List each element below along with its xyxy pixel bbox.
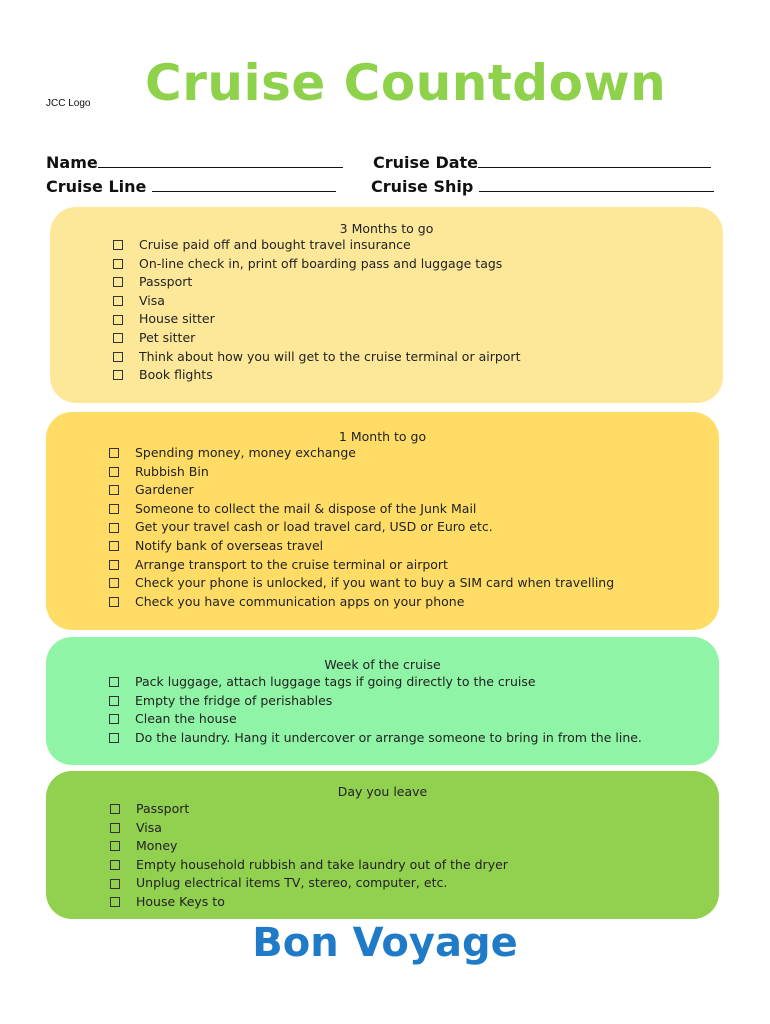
cruise-date-line[interactable]: [478, 153, 711, 168]
checkbox[interactable]: [113, 259, 123, 269]
checklist-item-label: Do the laundry. Hang it undercover or arrange someone to bring in from the line.: [135, 729, 642, 745]
checklist-item: [109, 710, 719, 729]
checklist-item: [113, 236, 723, 255]
checklist-item-label: Pack luggage, attach luggage tags if going directly to the cruise: [135, 674, 536, 689]
checklist-item: [110, 856, 719, 875]
checklist-item-label: Arrange transport to the cruise terminal or airport: [135, 556, 448, 572]
checkbox[interactable]: [110, 841, 120, 851]
cruise-line-label: Cruise Line: [46, 177, 147, 196]
checkbox[interactable]: [109, 597, 119, 607]
checklist-item: [110, 800, 719, 819]
section-1-month: [46, 412, 719, 630]
checkbox[interactable]: [110, 804, 120, 814]
cruise-ship-line[interactable]: [479, 177, 714, 192]
checkbox[interactable]: [110, 823, 120, 833]
checklist-item-label: House sitter: [139, 311, 215, 327]
checkbox[interactable]: [113, 352, 123, 362]
checklist-item-label: Get your travel cash or load travel card, USD or Euro etc.: [135, 519, 493, 535]
logo-placeholder: JCC Logo: [46, 98, 91, 109]
checklist-item: [113, 310, 723, 329]
cruise-ship-label: Cruise Ship: [371, 177, 474, 196]
section-3-months: [50, 207, 723, 403]
checklist-item: [109, 673, 719, 692]
checklist-item-label: Empty household rubbish and take laundry out of the dryer: [136, 856, 508, 872]
checklist-item-label: Empty the fridge of perishables: [135, 692, 333, 708]
checkbox[interactable]: [109, 467, 119, 477]
checkbox[interactable]: [113, 370, 123, 380]
checklist-item: [109, 574, 719, 593]
checklist-item: [110, 893, 719, 912]
cruise-line-field: [46, 177, 336, 196]
checklist-item-label: Unplug electrical items TV, stereo, computer, etc.: [136, 875, 448, 891]
checklist-item-label: Cruise paid off and bought travel insurance: [139, 237, 411, 252]
checklist-item: [109, 518, 719, 537]
cruise-date-label: Cruise Date: [373, 153, 479, 172]
checkbox[interactable]: [109, 541, 119, 551]
checklist-item: [113, 329, 723, 348]
checklist-item-label: Check your phone is unlocked, if you want to buy a SIM card when travelling: [135, 575, 615, 591]
checkbox[interactable]: [113, 277, 123, 287]
checklist-item: [113, 366, 723, 385]
section-day-you-leave: [46, 771, 719, 919]
checklist-item: [109, 481, 719, 500]
checklist: [46, 800, 719, 912]
checkbox[interactable]: [109, 504, 119, 514]
checklist: [46, 444, 719, 611]
checklist-item-label: Gardener: [135, 482, 194, 498]
checklist-item-label: Visa: [139, 292, 165, 308]
checklist-item-label: Notify bank of overseas travel: [135, 537, 324, 553]
checklist-item-label: Think about how you will get to the cruise terminal or airport: [139, 348, 521, 364]
checkbox[interactable]: [109, 714, 119, 724]
checklist-item-label: Rubbish Bin: [135, 463, 209, 479]
section-heading: Day you leave: [337, 784, 428, 799]
checkbox[interactable]: [109, 733, 119, 743]
checkbox[interactable]: [110, 897, 120, 907]
checklist-item: [110, 819, 719, 838]
checkbox[interactable]: [109, 448, 119, 458]
checklist: [50, 236, 723, 385]
bon-voyage-text: Bon Voyage: [252, 920, 518, 966]
checklist-item: [113, 255, 723, 274]
checklist-item: [110, 874, 719, 893]
checkbox[interactable]: [109, 523, 119, 533]
cruise-ship-field: [371, 177, 714, 196]
section-heading: 1 Month to go: [338, 429, 427, 444]
name-field: [46, 153, 343, 172]
checkbox[interactable]: [113, 296, 123, 306]
checklist-item: [109, 692, 719, 711]
name-label: Name: [46, 153, 98, 172]
checklist-item-label: Book flights: [139, 367, 213, 383]
checkbox[interactable]: [110, 879, 120, 889]
checklist-item: [109, 556, 719, 575]
checklist-item-label: Check you have communication apps on your phone: [135, 593, 465, 609]
checklist-item-label: House Keys to: [136, 893, 225, 909]
section-week-of-cruise: [46, 637, 719, 765]
checklist-item-label: Pet sitter: [139, 329, 196, 345]
checkbox[interactable]: [109, 485, 119, 495]
section-heading: 3 Months to go: [339, 221, 434, 236]
checklist-item: [109, 444, 719, 463]
checklist: [46, 673, 719, 747]
cruise-line-line[interactable]: [152, 177, 336, 192]
checklist-item: [113, 273, 723, 292]
cruise-date-field: [373, 153, 711, 172]
checkbox[interactable]: [109, 560, 119, 570]
section-heading: Week of the cruise: [324, 657, 441, 672]
checklist-item-label: Passport: [139, 274, 193, 290]
checklist-item-label: Clean the house: [135, 711, 237, 727]
checklist-item-label: On-line check in, print off boarding pass and luggage tags: [139, 255, 503, 271]
checkbox[interactable]: [113, 315, 123, 325]
checklist-item: [109, 537, 719, 556]
checklist-item: [113, 348, 723, 367]
checklist-item: [109, 593, 719, 612]
checklist-item-label: Visa: [136, 819, 162, 835]
checkbox[interactable]: [109, 677, 119, 687]
checkbox[interactable]: [113, 240, 123, 250]
checklist-item: [109, 729, 719, 748]
checklist-item: [109, 500, 719, 519]
page-title: Cruise Countdown: [145, 54, 667, 112]
name-line[interactable]: [98, 153, 343, 168]
checklist-item: [109, 463, 719, 482]
checkbox[interactable]: [109, 578, 119, 588]
checklist-item-label: Money: [136, 838, 178, 854]
checklist-item: [110, 837, 719, 856]
checklist-item: [113, 292, 723, 311]
checkbox[interactable]: [109, 696, 119, 706]
checklist-item-label: Spending money, money exchange: [135, 445, 356, 460]
checkbox[interactable]: [113, 333, 123, 343]
checklist-item-label: Passport: [136, 801, 190, 816]
checkbox[interactable]: [110, 860, 120, 870]
checklist-item-label: Someone to collect the mail & dispose of the Junk Mail: [135, 500, 477, 516]
